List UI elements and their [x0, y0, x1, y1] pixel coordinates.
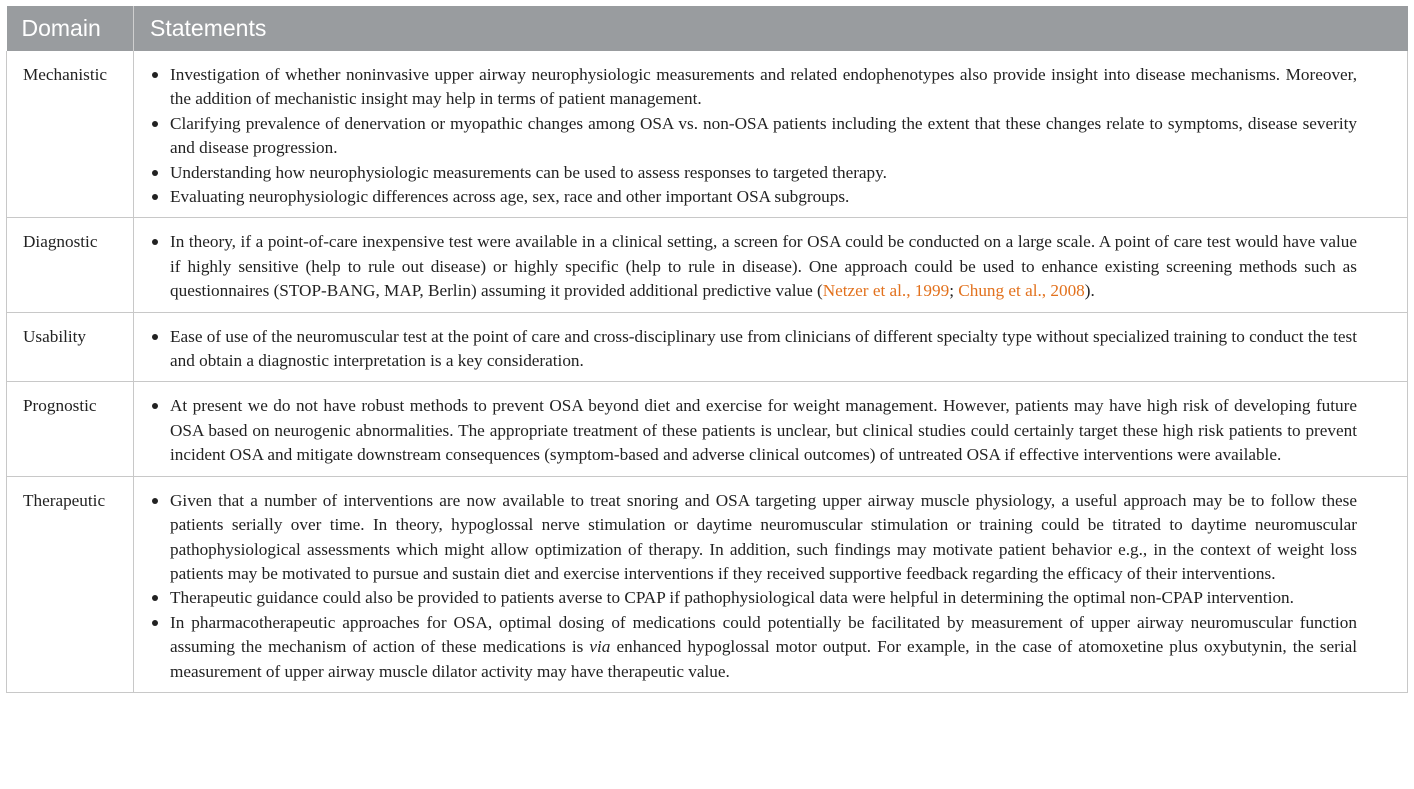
- table-row: [7, 218, 1408, 312]
- statement-list: [150, 63, 1357, 209]
- domain-cell: Diagnostic: [7, 218, 134, 312]
- domain-cell: Usability: [7, 312, 134, 382]
- table-row: [7, 382, 1408, 476]
- statement-list: [150, 489, 1357, 684]
- statements-cell: [134, 382, 1408, 476]
- citation-separator: ;: [949, 281, 959, 301]
- statement-item: Understanding how neurophysiologic measurements can be used to assess responses to targeted therapy.: [150, 161, 1357, 185]
- statement-item: At present we do not have robust methods to prevent OSA beyond diet and exercise for weight management. However, patients may have high risk of developing future OSA based on neurogenic abnormalities. The appropriate treatment of these patients is unclear, but clinical studies could certainly target these high risk patients to prevent incident OSA and mitigate downstream consequences (symptom-based and adverse clinical outcomes) of untreated OSA if effective interventions were available.: [150, 394, 1357, 467]
- statement-item: Evaluating neurophysiologic differences across age, sex, race and other important OSA subgroups.: [150, 185, 1357, 209]
- citation-link-chung[interactable]: Chung et al., 2008: [958, 281, 1085, 301]
- statements-cell: [134, 218, 1408, 312]
- header-domain: Domain: [7, 6, 134, 51]
- table-row: [7, 51, 1408, 218]
- table-row: [7, 476, 1408, 692]
- statement-text: In theory, if a point-of-care inexpensive test were available in a clinical setting, a screen for OSA could be conducted on a large scale. A point of care test would have value if highly sensitive (help to rule out disease) or highly specific (help to rule in disease). One approach could be used to enhance existing screening methods such as questionnaires (STOP-BANG, MAP, Berlin) assuming it provided additional predictive value (: [170, 232, 1357, 301]
- statement-text: In pharmacotherapeutic approaches for OSA, optimal dosing of medications could potentially be facilitated by measurement of upper airway neuromuscular function assuming the mechanism of action of these medications is: [170, 612, 1357, 657]
- statements-cell: [134, 476, 1408, 692]
- citation-link-netzer[interactable]: Netzer et al., 1999: [822, 281, 950, 301]
- statement-item: [150, 230, 1357, 303]
- domain-cell: Mechanistic: [7, 51, 134, 218]
- statements-cell: [134, 312, 1408, 382]
- statement-item: Given that a number of interventions are now available to treat snoring and OSA targeting upper airway muscle physiology, a useful approach may be to follow these patients serially over time. In theory, hypoglossal nerve stimulation or daytime neuromuscular stimulation or training could be titrated to daytime neuromuscular pathophysiological assessments which might allow optimization of therapy. In addition, such findings may motivate patient behavior e.g., in the context of weight loss patients may be motivated to pursue and sustain diet and exercise interventions if they received supportive feedback regarding the efficacy of their interventions.: [150, 489, 1357, 587]
- statement-text-end: enhanced hypoglossal motor output. For example, in the case of atomoxetine plus oxybutynin, the serial measurement of upper airway muscle dilator activity may have therapeutic value.: [170, 637, 1357, 681]
- statement-item: Therapeutic guidance could also be provided to patients averse to CPAP if pathophysiological data were helpful in determining the optimal non-CPAP intervention.: [150, 586, 1357, 610]
- statement-item: Clarifying prevalence of denervation or myopathic changes among OSA vs. non-OSA patients including the extent that these changes relate to symptoms, disease severity and disease progression.: [150, 112, 1357, 161]
- table-row: [7, 312, 1408, 382]
- domain-cell: Therapeutic: [7, 476, 134, 692]
- statement-list: [150, 394, 1357, 467]
- statement-list: [150, 230, 1357, 303]
- statement-item: Investigation of whether noninvasive upper airway neurophysiologic measurements and related endophenotypes also provide insight into disease mechanisms. Moreover, the addition of mechanistic insight may help in terms of patient management.: [150, 63, 1357, 112]
- italic-via: via: [589, 637, 611, 657]
- domain-cell: Prognostic: [7, 382, 134, 476]
- statements-table: [6, 6, 1408, 693]
- header-row: [7, 6, 1408, 51]
- statements-cell: [134, 51, 1408, 218]
- header-statements: Statements: [134, 6, 1408, 51]
- statement-item: [150, 611, 1357, 684]
- statement-list: [150, 325, 1357, 374]
- statement-item: Ease of use of the neuromuscular test at the point of care and cross-disciplinary use from clinicians of different specialty type without specialized training to conduct the test and obtain a diagnostic interpretation is a key consideration.: [150, 325, 1357, 374]
- statement-text-end: ).: [1084, 281, 1095, 301]
